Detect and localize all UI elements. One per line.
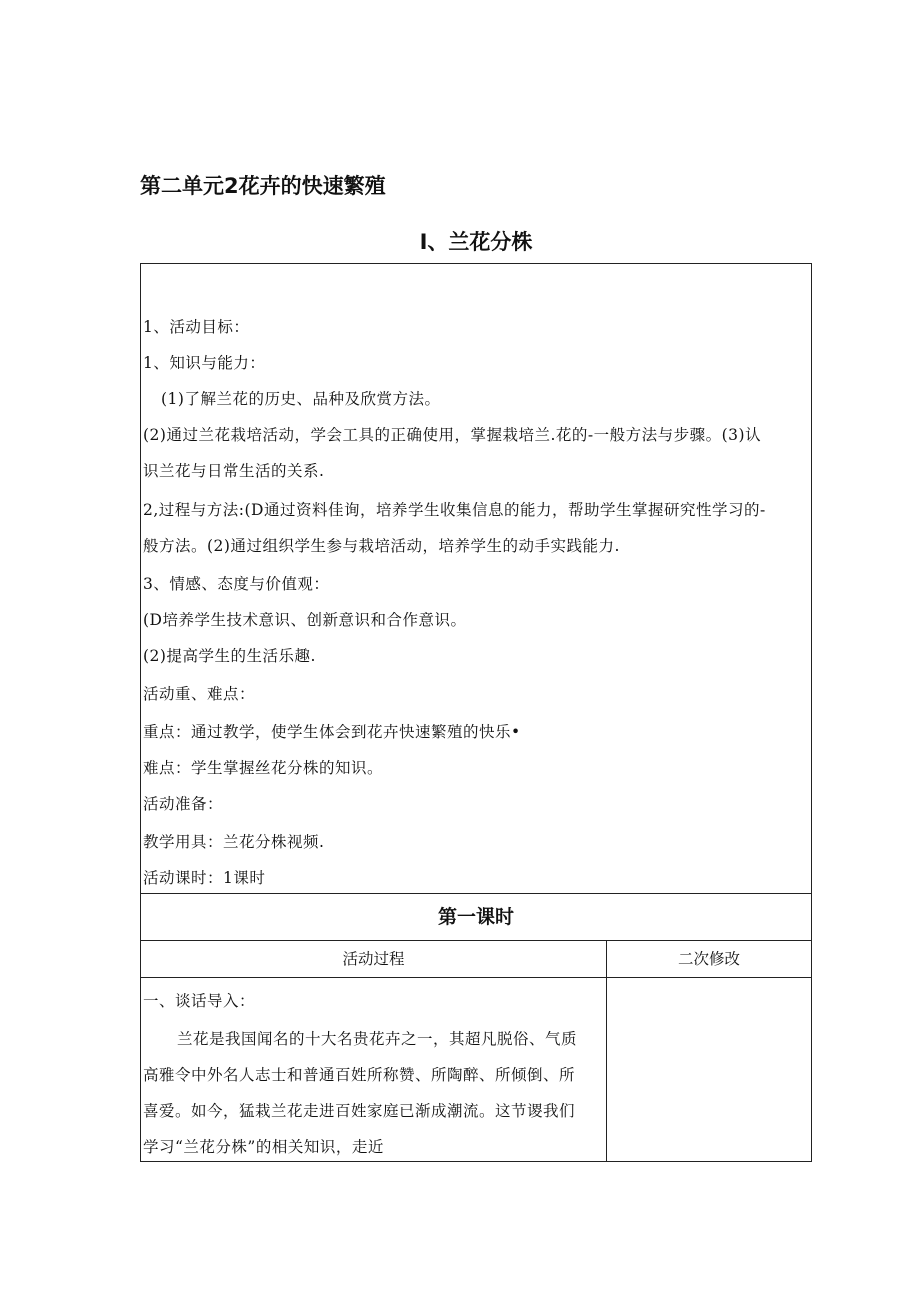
lesson-plan-table xyxy=(140,263,812,1162)
process-line: 一、谈话导入： xyxy=(143,992,256,1010)
lesson-title: I、兰花分株 xyxy=(419,230,533,254)
objective-line: 般方法。(2)通过组织学生参与栽培活动，培养学生的动手实践能力. xyxy=(143,537,620,555)
objective-line: (D培养学生技术意识、创新意识和合作意识。 xyxy=(143,611,467,629)
column-header-revision: 二次修改 xyxy=(607,941,811,978)
objective-line: (2)通过兰花栽培活动，学会工具的正确使用，掌握栽培兰.花的-一般方法与步骤。(3)认 xyxy=(143,426,762,444)
process-line: 兰花是我国闻名的十大名贵花卉之一，其超凡脱俗、气质 xyxy=(177,1030,578,1048)
session-title: 第一课时 xyxy=(141,894,811,941)
objectives-cell xyxy=(141,264,811,894)
process-line: 喜爱。如今，猛栽兰花走进百姓家庭已渐成潮流。这节谡我们 xyxy=(143,1102,576,1120)
objective-line: 活动准备： xyxy=(143,795,224,813)
unit-title: 第二单元2花卉的快速繁殖 xyxy=(140,174,386,198)
process-line: 高雅令中外名人志士和普通百姓所称赞、所陶醉、所倾倒、所 xyxy=(143,1066,576,1084)
objective-line: 2,过程与方法:(D通过资料佳询，培养学生收集信息的能力，帮助学生掌握研究性学习的- xyxy=(143,501,766,519)
objective-line: 1、活动目标： xyxy=(143,318,250,336)
objective-line: 3、情感、态度与价值观： xyxy=(143,575,330,593)
objective-line: (1)了解兰花的历史、品种及欣赏方法。 xyxy=(161,390,441,408)
objective-line: 1、知识与能力： xyxy=(143,354,266,372)
column-header-process: 活动过程 xyxy=(141,941,607,978)
revision-cell[interactable] xyxy=(607,978,811,1161)
objective-line: 难点：学生掌握丝花分株的知识。 xyxy=(143,759,384,777)
objective-line: 活动课时：1课时 xyxy=(143,869,266,887)
objective-line: 识兰花与日常生活的关系. xyxy=(143,462,325,480)
process-cell xyxy=(141,978,607,1161)
objective-line: 活动重、难点： xyxy=(143,685,256,703)
process-line: 学习“兰花分株”的相关知识，走近 xyxy=(143,1138,384,1156)
objective-line: 教学用具：兰花分株视频. xyxy=(143,833,325,851)
objective-line: (2)提高学生的生活乐趣. xyxy=(143,647,316,665)
objective-line: 重点：通过教学，使学生体会到花卉快速繁殖的快乐• xyxy=(143,723,521,741)
